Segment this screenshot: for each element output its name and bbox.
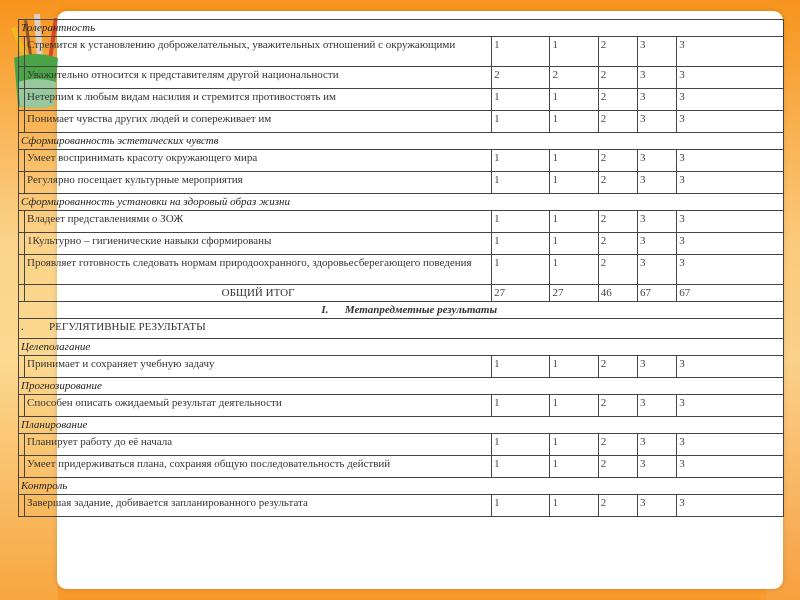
criterion-text: Завершая задание, добивается запланированного результата [25, 495, 492, 517]
score-cell: 3 [677, 150, 784, 172]
section-title: Сформированность эстетических чувств [19, 133, 784, 150]
score-cell: 3 [638, 495, 677, 517]
score-cell: 1 [550, 395, 598, 417]
total-row [19, 285, 784, 302]
regulative-heading-label: РЕГУЛЯТИВНЫЕ РЕЗУЛЬТАТЫ [49, 321, 206, 333]
table-row [19, 233, 784, 255]
score-cell: 1 [492, 111, 550, 133]
section-title: Толерантность [19, 20, 784, 37]
score-cell: 1 [550, 456, 598, 478]
score-cell: 2 [550, 67, 598, 89]
score-cell: 3 [677, 37, 784, 67]
score-cell: 2 [598, 150, 637, 172]
score-cell: 3 [638, 150, 677, 172]
score-cell: 1 [550, 89, 598, 111]
score-cell: 3 [638, 67, 677, 89]
score-cell: 3 [677, 67, 784, 89]
score-cell: 2 [598, 37, 637, 67]
criterion-text: Уважительно относится к представителям другой национальности [25, 67, 492, 89]
score-cell: 1 [492, 211, 550, 233]
score-cell: 3 [638, 111, 677, 133]
table-row [19, 356, 784, 378]
regulative-heading [19, 319, 784, 339]
section-header-row [19, 378, 784, 395]
total-value: 27 [550, 285, 598, 302]
score-cell: 1 [492, 89, 550, 111]
total-value: 27 [492, 285, 550, 302]
section-title: Контроль [19, 478, 784, 495]
score-cell: 2 [598, 211, 637, 233]
section-title: Сформированность установки на здоровый образ жизни [19, 194, 784, 211]
score-cell: 2 [492, 67, 550, 89]
score-cell: 1 [492, 150, 550, 172]
score-cell: 2 [598, 172, 637, 194]
score-cell: 1 [550, 495, 598, 517]
score-cell: 1 [550, 356, 598, 378]
table-row [19, 395, 784, 417]
criterion-text: Регулярно посещает культурные мероприятия [25, 172, 492, 194]
section-header-row [19, 417, 784, 434]
score-cell: 2 [598, 233, 637, 255]
score-cell: 3 [638, 211, 677, 233]
score-cell: 1 [550, 233, 598, 255]
score-cell: 2 [598, 434, 637, 456]
score-cell: 3 [677, 172, 784, 194]
criterion-text: Владеет представлениями о ЗОЖ [25, 211, 492, 233]
criterion-text: Принимает и сохраняет учебную задачу [25, 356, 492, 378]
table-row [19, 37, 784, 67]
score-cell: 2 [598, 395, 637, 417]
score-cell: 1 [492, 434, 550, 456]
score-cell: 3 [638, 37, 677, 67]
score-cell: 3 [638, 233, 677, 255]
criterion-text: Планирует работу до её начала [25, 434, 492, 456]
table-row [19, 434, 784, 456]
score-cell: 3 [677, 356, 784, 378]
criterion-text: Понимает чувства других людей и сопереживает им [25, 111, 492, 133]
score-cell: 1 [492, 172, 550, 194]
criterion-text: Проявляет готовность следовать нормам природоохранного, здоровьесберегающего поведения [25, 255, 492, 285]
section-header-row [19, 478, 784, 495]
total-value: 46 [598, 285, 637, 302]
score-cell: 3 [638, 89, 677, 111]
score-cell: 1 [492, 495, 550, 517]
table-row [19, 456, 784, 478]
total-value: 67 [638, 285, 677, 302]
score-cell: 1 [550, 255, 598, 285]
table-row [19, 211, 784, 233]
score-cell: 3 [677, 495, 784, 517]
score-cell: 1 [550, 172, 598, 194]
section-title: Планирование [19, 417, 784, 434]
score-cell: 3 [677, 395, 784, 417]
total-value: 67 [677, 285, 784, 302]
table-row [19, 89, 784, 111]
score-cell: 1 [550, 150, 598, 172]
score-cell: 1 [550, 434, 598, 456]
score-cell: 3 [638, 255, 677, 285]
section-title: Целеполагание [19, 339, 784, 356]
score-cell: 1 [550, 111, 598, 133]
total-label: ОБЩИЙ ИТОГ [25, 285, 492, 302]
score-cell: 1 [492, 255, 550, 285]
score-cell: 3 [677, 255, 784, 285]
criterion-text: Нетерпим к любым видам насилия и стремится противостоять им [25, 89, 492, 111]
score-cell: 2 [598, 495, 637, 517]
table-row [19, 495, 784, 517]
score-cell: 3 [638, 395, 677, 417]
table-row [19, 67, 784, 89]
table-row [19, 111, 784, 133]
score-cell: 3 [638, 434, 677, 456]
score-cell: 2 [598, 356, 637, 378]
score-cell: 3 [638, 172, 677, 194]
table-row [19, 255, 784, 285]
score-cell: 3 [638, 456, 677, 478]
meta-heading [19, 302, 784, 319]
meta-heading-number: I. [321, 304, 329, 316]
score-cell: 1 [492, 356, 550, 378]
section-header-row [19, 133, 784, 150]
score-cell: 1 [492, 37, 550, 67]
score-cell: 3 [677, 434, 784, 456]
table-row [19, 150, 784, 172]
score-cell: 3 [677, 456, 784, 478]
criterion-text: Умеет придерживаться плана, сохраняя общую последовательность действий [25, 456, 492, 478]
section-header-row [19, 339, 784, 356]
score-cell: 3 [677, 233, 784, 255]
regulative-heading-row [19, 319, 784, 339]
score-cell: 1 [492, 456, 550, 478]
section-title: Прогнозирование [19, 378, 784, 395]
score-cell: 2 [598, 255, 637, 285]
score-cell: 3 [677, 111, 784, 133]
results-table [18, 19, 784, 517]
score-cell: 2 [598, 67, 637, 89]
section-header-row [19, 194, 784, 211]
table-row [19, 172, 784, 194]
criterion-text: 1Культурно – гигиенические навыки сформированы [25, 233, 492, 255]
criterion-text: Способен описать ожидаемый результат деятельности [25, 395, 492, 417]
criterion-text: Стремится к установлению доброжелательных, уважительных отношений с окружающими [25, 37, 492, 67]
score-cell: 1 [550, 211, 598, 233]
score-cell: 1 [492, 233, 550, 255]
score-cell: 3 [677, 89, 784, 111]
score-cell: 3 [677, 211, 784, 233]
score-cell: 1 [550, 37, 598, 67]
meta-heading-label: Метапредметные результаты [344, 304, 498, 316]
meta-heading-row [19, 302, 784, 319]
section-header-row [19, 20, 784, 37]
score-cell: 3 [638, 356, 677, 378]
criterion-text: Умеет воспринимать красоту окружающего мира [25, 150, 492, 172]
score-cell: 2 [598, 89, 637, 111]
score-cell: 2 [598, 456, 637, 478]
score-cell: 1 [492, 395, 550, 417]
regulative-heading-number: . [21, 321, 24, 333]
score-cell: 2 [598, 111, 637, 133]
